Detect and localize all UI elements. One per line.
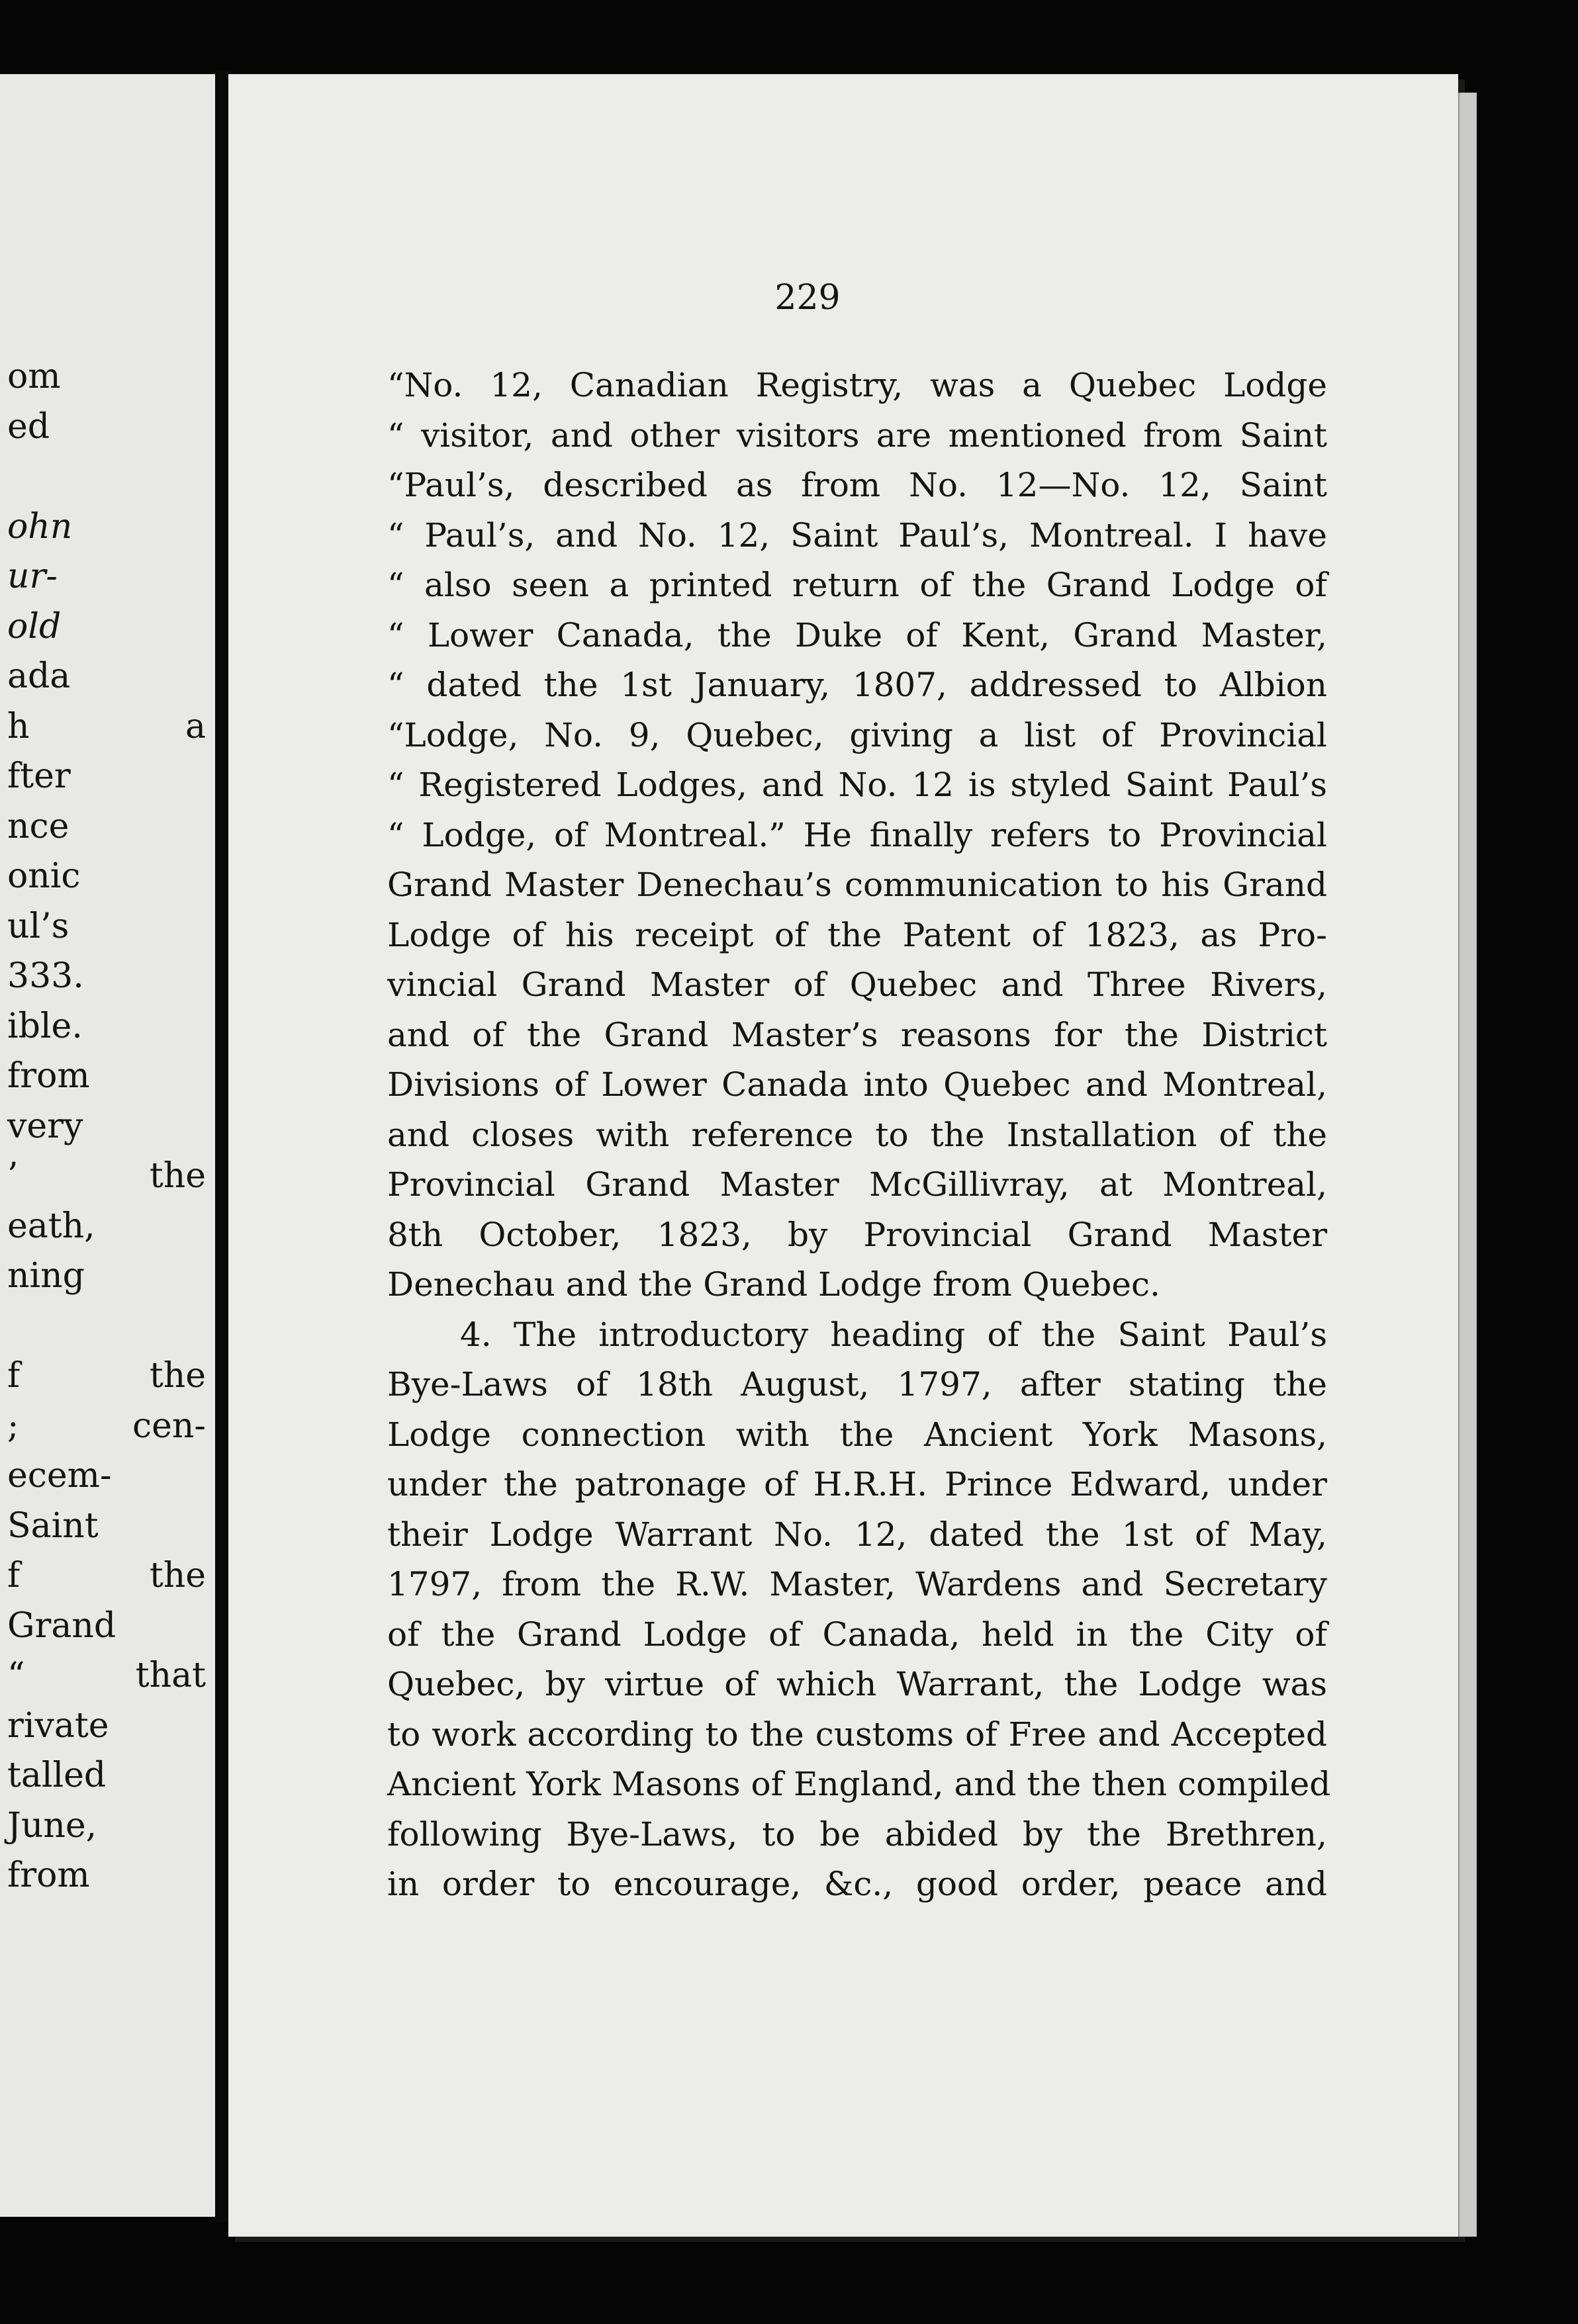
text-line: Bye-Laws of 18th August, 1797, after stating the [387,1365,1327,1404]
text-line: to work according to the customs of Free and Accepted [387,1715,1327,1754]
left-fragment: 333. [7,956,84,996]
left-fragment: eath, [7,1206,95,1246]
left-fragment: f the [7,1356,206,1396]
page-edge [1458,93,1477,2237]
left-fragment: ur- [7,557,58,596]
left-fragment: f the [7,1556,206,1595]
book-gutter [215,71,230,2222]
text-line: Ancient York Masons of England, and the then compiled [387,1765,1331,1803]
left-fragment: ecem- [7,1456,112,1496]
text-line: of the Grand Lodge of Canada, held in the City of [387,1615,1327,1654]
text-line: Provincial Grand Master McGillivray, at Montreal, [387,1165,1327,1204]
text-line: Quebec, by virtue of which Warrant, the Lodge was [387,1665,1327,1703]
text-line: “No. 12, Canadian Registry, was a Quebec Lodge [387,366,1327,404]
left-fragment: “ that [7,1656,206,1695]
left-fragment: ul’s [7,906,70,946]
text-line: “Paul’s, described as from No. 12—No. 12, Saint [387,466,1327,504]
left-fragment: ; cen- [7,1406,206,1446]
left-fragment: om [7,357,61,396]
text-line: following Bye-Laws, to be abided by the Brethren, [387,1814,1327,1854]
left-fragment: ada [7,656,71,696]
text-line: and closes with reference to the Installation of the [387,1115,1327,1154]
text-line: “ visitor, and other visitors are mentioned from Saint [387,416,1327,455]
text-line: “ also seen a printed return of the Grand Lodge of [387,566,1327,604]
text-line: “ Lower Canada, the Duke of Kent, Grand Master, [387,615,1327,654]
left-fragment: old [7,606,62,647]
text-line: Lodge of his receipt of the Patent of 1823, as Pro- [387,915,1327,954]
text-line: Grand Master Denechau’s communication to his Grand [387,866,1327,904]
text-line: Lodge connection with the Ancient York Masons, [387,1415,1327,1454]
page-number: 229 [774,278,841,318]
left-fragment: fter [7,756,71,796]
left-fragment: from [7,1056,90,1096]
text-line: 4. The introductory heading of the Saint Paul’s [460,1315,1327,1354]
text-line: under the patronage of H.R.H. Prince Edward, under [387,1465,1327,1503]
text-line: 1797, from the R.W. Master, Wardens and Secretary [387,1565,1327,1603]
left-fragment: ible. [7,1006,83,1046]
text-line: their Lodge Warrant No. 12, dated the 1st of May, [387,1515,1327,1554]
left-fragment: talled [7,1756,107,1795]
text-line: in order to encourage, &c., good order, peace and [387,1865,1327,1903]
left-fragment: very [7,1106,83,1146]
text-line: “ dated the 1st January, 1807, addressed to Albion [387,666,1327,704]
left-page-text [7,352,206,1901]
left-fragment: onic [7,856,81,896]
text-line: and of the Grand Master’s reasons for the District [387,1015,1327,1054]
text-line: “ Paul’s, and No. 12, Saint Paul’s, Montreal. I have [387,515,1327,555]
left-fragment [7,452,206,502]
left-fragment: June, [7,1805,97,1846]
text-line: Divisions of Lower Canada into Quebec and Montreal, [387,1065,1327,1104]
left-fragment: ning [7,1256,85,1296]
left-page [0,74,218,2217]
left-fragment: ed [7,406,50,447]
page-body-text [387,361,1331,1910]
text-line: “Lodge, No. 9, Quebec, giving a list of Provincial [387,715,1327,754]
left-fragment: nce [7,806,70,846]
left-fragment: h a [7,706,206,746]
left-fragment: Saint [7,1505,99,1546]
text-line: “ Registered Lodges, and No. 12 is styled Saint Paul’s [387,766,1327,804]
text-line: 8th October, 1823, by Provincial Grand Master [387,1215,1327,1254]
left-fragment: rivate [7,1705,109,1746]
left-fragment: ohn [7,506,73,547]
text-line: vincial Grand Master of Quebec and Three Rivers, [387,965,1327,1004]
text-line: “ Lodge, of Montreal.” He finally refers to Provincial [387,815,1327,854]
left-fragment: from [7,1855,90,1895]
left-fragment [7,1302,206,1352]
left-fragment: Grand [7,1605,116,1646]
text-line: Denechau and the Grand Lodge from Quebec. [387,1265,1160,1304]
left-fragment: ’ the [7,1156,206,1196]
